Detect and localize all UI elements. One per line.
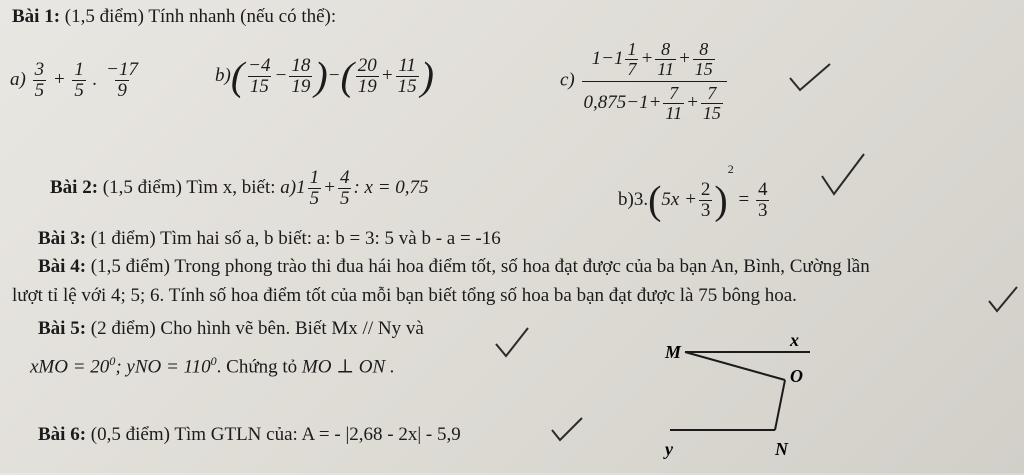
check-mark-icon [492,326,532,362]
problem-5-desc-1: (2 điểm) Cho hình vẽ bên. Biết Mx // Ny và [90,318,424,339]
label-x: x [790,330,799,350]
paren: ( [340,53,354,99]
fraction [693,40,715,79]
numerator: 1 [627,39,637,59]
angle-xmo: xMO = 20 [30,356,110,378]
denominator: 15 [694,58,713,79]
denominator: 15 [702,102,721,123]
text: 5x + [661,189,697,210]
label-1b: b) [215,64,231,86]
numerator: 8 [661,39,671,59]
fraction [396,56,419,97]
denominator: 19 [291,75,311,97]
denominator: 5 [309,187,320,209]
fraction [246,56,272,97]
angle-yno: yNO = 110 [126,356,211,378]
denominator: 15 [249,75,269,97]
problem-4-desc-2: lượt tỉ lệ với 4; 5; 6. Tính số hoa điểm tốt của mỗi bạn biết tổng số hoa ba bạn đạt được là 75 bông hoa. [12,285,797,306]
denominator: 11 [657,58,674,79]
text: 0,875−1+ [583,91,662,113]
fraction [699,180,713,221]
problem-4-title: Bài 4: [38,256,87,277]
fraction [625,40,638,79]
operator: . [92,68,98,90]
fraction [338,168,352,209]
problem-4-line-2 [12,285,797,307]
problem-1-title: Bài 1: [12,6,61,27]
operator: + [52,68,66,90]
denominator: 5 [34,79,45,101]
fraction [663,84,684,123]
problem-4-desc-1: (1,5 điểm) Trong phong trào thi đua hái hoa điểm tốt, số hoa đạt được của ba bạn An, Bình, Cường lần [90,256,870,277]
check-mark-icon [985,285,1021,317]
numerator: 1 [74,59,84,80]
problem-2-title: Bài 2: [50,176,99,198]
segment-on [775,380,785,430]
problem-2-desc: (1,5 điểm) Tìm x, biết: [102,176,276,198]
denominator: 5 [339,187,350,209]
operator: + [323,176,336,198]
label-n: N [775,439,788,459]
check-mark-icon [818,150,868,200]
geometry-figure [650,330,820,470]
problem-2-heading [50,168,429,209]
numerator: −4 [248,55,271,76]
numerator: 11 [398,55,416,76]
denominator: 7 [627,58,637,79]
operator: − [274,64,288,86]
fraction [356,56,379,97]
denominator: 19 [357,75,377,97]
label-o: O [790,366,803,386]
fraction [701,84,723,123]
numerator: 4 [339,167,350,188]
complex-denominator [582,81,727,123]
problem-3-desc: (1 điểm) Tìm hai số a, b biết: a: b = 3: 5 và b - a = -16 [90,228,501,249]
problem-5-line-1 [38,318,424,340]
perpendicular-statement: MO ⊥ ON . [301,356,395,378]
paren: ) [420,53,434,99]
problem-5-line-2 [30,354,395,378]
exponent: 2 [727,162,734,176]
degree: 0 [210,354,217,368]
label-1a: a) [10,68,26,90]
segment-mo [685,352,785,380]
check-mark-icon [548,416,588,446]
problem-6 [38,424,461,446]
numerator: 20 [357,55,377,76]
fraction [33,60,47,101]
label-1c: c) [560,69,575,91]
paren: ( [230,53,245,99]
denominator: 3 [757,200,768,222]
numerator: 8 [699,39,709,59]
problem-1c [560,40,729,123]
fraction [308,168,322,209]
numerator: 18 [291,55,311,76]
operator: = [738,189,750,210]
numerator: 2 [700,179,711,201]
problem-1-heading [12,6,336,28]
problem-1b [215,53,434,99]
label-2b: b)3. [618,189,649,210]
paren: ( [648,177,662,223]
complex-numerator [590,40,719,81]
denominator: 3 [700,200,711,222]
text: : x = 0,75 [353,176,429,198]
operator: − [327,64,341,86]
problem-1-desc: (1,5 điểm) Tính nhanh (nếu có thể): [64,6,337,27]
paren: ) [314,53,328,99]
problem-1a [10,60,142,101]
denominator: 9 [117,79,127,101]
check-mark-icon [786,60,836,100]
problem-3 [38,228,501,250]
paren: ) [714,177,728,223]
numerator: 7 [707,82,717,103]
operator: + [640,47,654,69]
fraction [655,40,676,79]
numerator: 1 [309,167,320,188]
denominator: 11 [665,102,683,123]
problem-3-title: Bài 3: [38,228,87,249]
degree: 0 [109,354,116,368]
denominator: 15 [397,75,417,97]
fraction [72,60,86,101]
problem-6-title: Bài 6: [38,424,87,445]
operator: + [677,47,691,69]
complex-fraction [582,40,727,123]
fraction [104,60,140,101]
problem-4-line-1 [38,256,870,278]
figure-svg [650,330,820,470]
numerator: 4 [757,179,768,201]
fraction [289,56,312,97]
numerator: 3 [34,59,45,80]
operator: + [686,91,699,113]
problem-2b [618,162,771,221]
numerator: −17 [106,59,138,80]
problem-5-title: Bài 5: [38,318,87,339]
problem-2a [280,167,429,209]
fraction [756,180,770,221]
text: 1−1 [591,47,624,69]
problem-6-desc: (0,5 điểm) Tìm GTLN của: A = - |2,68 - 2x| - 5,9 [90,424,461,445]
denominator: 5 [74,79,84,101]
numerator: 7 [669,82,679,103]
separator: ; [115,356,122,378]
problem-5-desc-2: . Chứng tỏ [216,356,298,378]
label-y: y [665,439,673,459]
label-2a: a)1 [280,176,306,198]
label-m: M [665,342,682,362]
operator: + [380,64,394,86]
